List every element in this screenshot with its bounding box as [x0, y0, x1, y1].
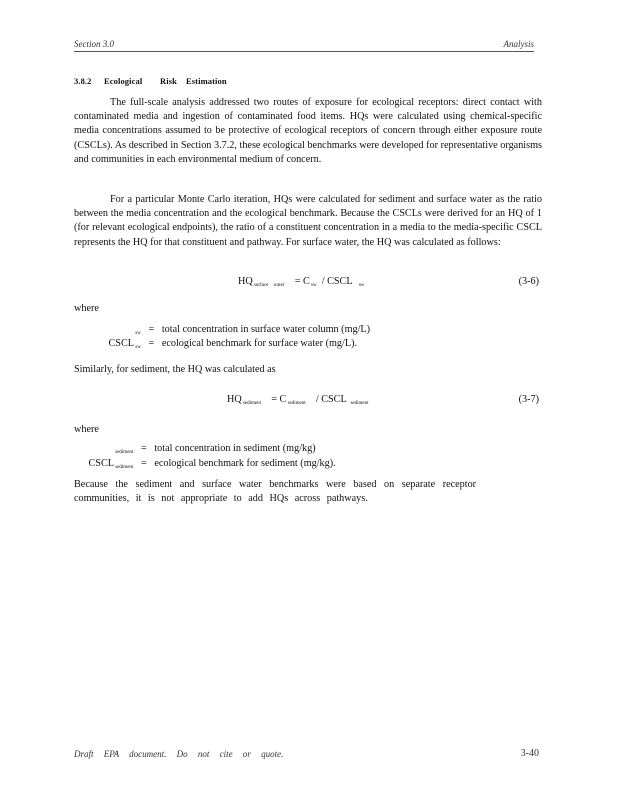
- eq1-lhs-sub-1: surface: [253, 283, 269, 288]
- definition-text: ecological benchmark for surface water (mg/L).: [161, 338, 358, 349]
- eq2-cscl: CSCL: [321, 394, 347, 405]
- eq2-c: C: [279, 394, 287, 405]
- definition-row: [84, 458, 336, 470]
- definition-row: [84, 443, 316, 455]
- definition-equals: =: [140, 458, 147, 469]
- eq1-lhs-sub-2: water: [273, 283, 285, 288]
- paragraph-1: [74, 96, 542, 167]
- definition-text: total concentration in sediment (mg/kg): [154, 443, 316, 454]
- where-1: where: [74, 303, 99, 314]
- eq1-cscl: CSCL: [327, 276, 353, 287]
- eq2-c-sub: sediment: [287, 401, 306, 406]
- definition-row: [104, 324, 370, 336]
- eq2-lhs: HQ: [227, 394, 242, 405]
- definition-subscript: sediment: [115, 465, 134, 470]
- definition-symbol: CSCL: [88, 458, 114, 469]
- eq2-equals: =: [271, 394, 277, 405]
- closing-line-2: communities, it is not appropriate to add HQs across pathways.: [74, 493, 368, 504]
- definition-row: [104, 338, 357, 350]
- eq2-lhs-sub: sediment: [242, 401, 262, 406]
- header-title: Analysis: [503, 39, 534, 49]
- page-number: 3-40: [520, 748, 539, 759]
- section-heading: [74, 76, 227, 86]
- header-rule: [74, 51, 534, 52]
- header-section: Section 3.0: [74, 39, 114, 49]
- equation-3-7-number: (3-7): [518, 394, 539, 405]
- heading-number: 3.8.2: [74, 76, 92, 86]
- eq1-lhs: HQ: [238, 276, 253, 287]
- eq1-divide: /: [321, 276, 325, 287]
- definition-subscript: sediment: [115, 450, 134, 455]
- eq1-cscl-sub: sw: [358, 283, 365, 288]
- paragraph-1-text: The full-scale analysis addressed two routes of exposure for ecological receptors: direct contact with contaminated media and ingestion of contaminated food items. HQs were calculated using chemical-specific media concentrations assumed to be protective of ecological receptors of concern through either exposure route (CSCLs). As described in Section 3.7.2, these ecological benchmarks were developed for representative organisms and communities in each environmental medium of concern.: [74, 97, 542, 165]
- definition-subscript: sw: [135, 345, 141, 350]
- eq1-c: C: [303, 276, 310, 287]
- definition-symbol: CSCL: [108, 338, 134, 349]
- eq2-cscl-sub: sediment: [350, 401, 369, 406]
- heading-word-3: Estimation: [186, 76, 227, 86]
- eq2-divide: /: [315, 394, 319, 405]
- footer-note: Draft EPA document. Do not cite or quote.: [74, 749, 284, 759]
- definition-equals: =: [140, 443, 147, 454]
- equation-3-7: [227, 394, 369, 406]
- paragraph-2: [74, 193, 542, 250]
- eq1-c-sub: sw: [311, 283, 317, 288]
- definition-equals: =: [148, 338, 155, 349]
- where-2: where: [74, 424, 99, 435]
- definition-subscript: sw: [135, 331, 141, 336]
- equation-3-6: [238, 276, 364, 288]
- closing-line-1: Because the sediment and surface water benchmarks were based on separate receptor: [74, 479, 477, 490]
- definition-text: total concentration in surface water column (mg/L): [161, 324, 371, 335]
- eq1-equals: =: [294, 276, 301, 287]
- definition-equals: =: [148, 324, 155, 335]
- heading-word-2: Risk: [160, 76, 177, 86]
- definition-text: ecological benchmark for sediment (mg/kg).: [154, 458, 336, 469]
- paragraph-2-text: For a particular Monte Carlo iteration, HQs were calculated for sediment and surface water as the ratio between the media concentration and the ecological benchmark. Because the CSCLs were derived for an HQ of 1 (for relevant ecological endpoints), the ratio of a constituent concentration in a media to the media-specific CSCL represents the HQ for that constituent and pathway. For surface water, the HQ was calculated as follows:: [74, 194, 542, 248]
- heading-word-1: Ecological: [104, 76, 143, 86]
- similarly-line: Similarly, for sediment, the HQ was calculated as: [74, 364, 276, 375]
- equation-3-6-number: (3-6): [518, 276, 539, 287]
